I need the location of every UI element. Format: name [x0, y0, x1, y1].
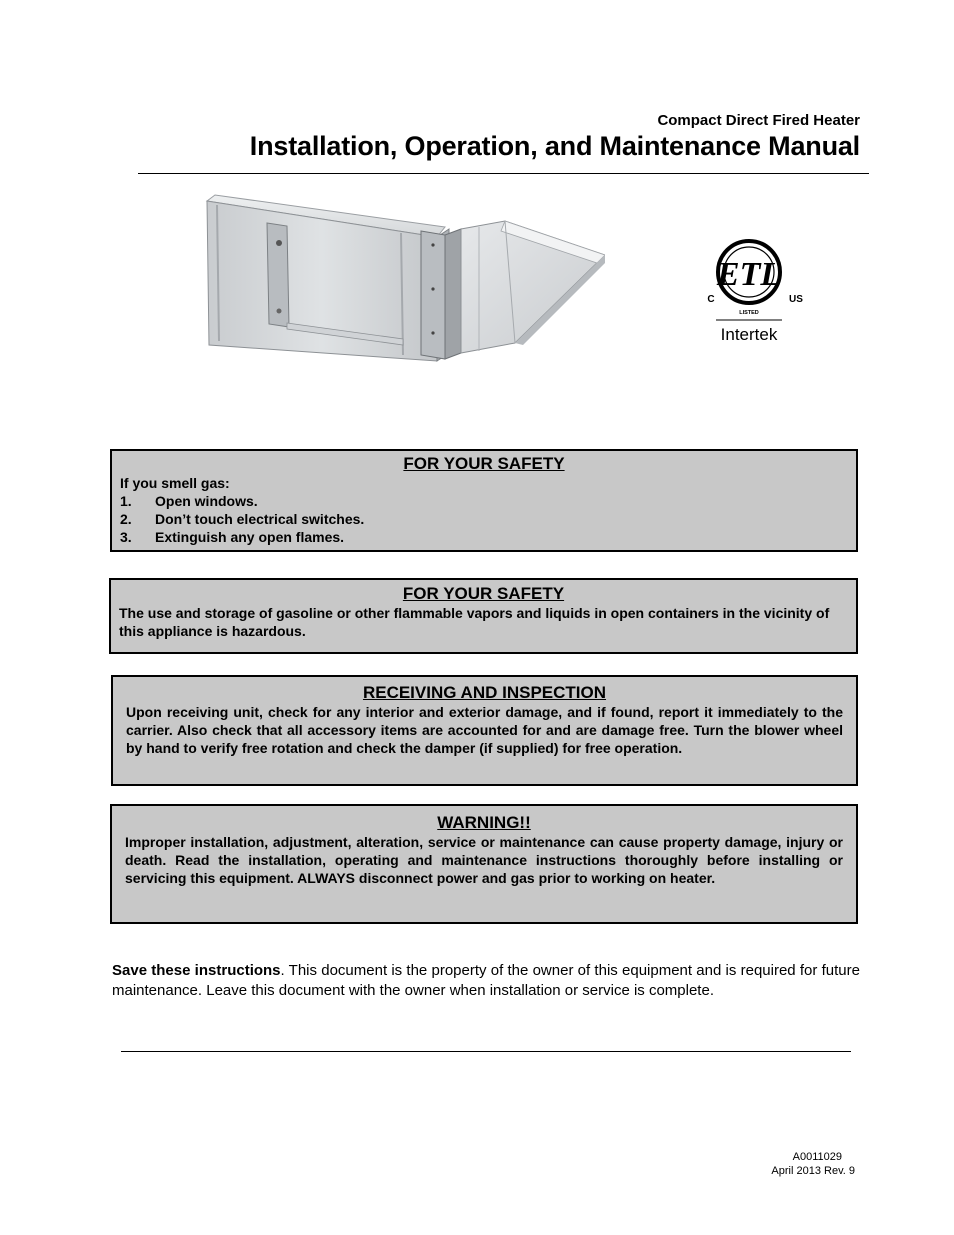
save-instructions-paragraph: [112, 961, 860, 1001]
safety-gas-box: [110, 449, 858, 552]
safety-flammable-heading: FOR YOUR SAFETY: [402, 584, 565, 603]
receiving-inspection-body: Upon receiving unit, check for any interior and exterior damage, and if found, report it immediately to the carrier. Also check that all accessory items are accounted for and are damage free. Turn the blower wheel by hand to verify free rotation and check the damper (if supplied) for free operation.: [126, 704, 843, 756]
heater-product-image: [205, 193, 605, 370]
document-revision-date: April 2013 Rev. 9: [771, 1165, 855, 1177]
safety-flammable-body: The use and storage of gasoline or other flammable vapors and liquids in open containers in the vicinity of this appliance is hazardous.: [119, 605, 830, 639]
list-item-number: 2.: [120, 511, 132, 527]
list-item-text: Don’t touch electrical switches.: [155, 511, 365, 527]
receiving-inspection-box: [111, 675, 858, 786]
receiving-inspection-heading: RECEIVING AND INSPECTION: [362, 683, 607, 702]
etl-listed-logo: [706, 236, 806, 348]
logo-country-us: US: [789, 294, 803, 305]
safety-gas-intro: If you smell gas:: [120, 475, 230, 491]
list-item-text: Extinguish any open flames.: [155, 529, 345, 545]
header-divider: [138, 173, 869, 174]
logo-country-c: C: [707, 294, 715, 305]
list-item-number: 1.: [120, 493, 132, 509]
document-info: [771, 1150, 855, 1178]
warning-box: [110, 804, 858, 924]
warning-heading: WARNING!!: [437, 813, 531, 832]
logo-brand-text: Intertek: [720, 325, 778, 344]
list-item: [120, 492, 848, 510]
safety-flammable-box: [109, 578, 858, 654]
document-title: Installation, Operation, and Maintenance Manual: [249, 131, 860, 161]
document-subtitle: Compact Direct Fired Heater: [657, 112, 860, 129]
save-instructions-lead: Save these instructions: [112, 962, 281, 979]
safety-gas-list: [120, 492, 848, 546]
footer-divider: [121, 1051, 851, 1052]
save-instructions-text: . This document is the property of the owner of this equipment and is required for future maintenance. Leave this document with the owner when installation or service is complete.: [112, 962, 860, 999]
list-item: [120, 528, 848, 546]
document-number: A0011029: [792, 1151, 842, 1163]
list-item-number: 3.: [120, 529, 132, 545]
list-item-text: Open windows.: [155, 493, 258, 509]
list-item: [120, 510, 848, 528]
safety-gas-heading: FOR YOUR SAFETY: [403, 454, 565, 473]
logo-listed-text: LISTED: [739, 310, 759, 316]
etl-mark-text: ETL: [716, 256, 782, 293]
warning-body: Improper installation, adjustment, alteration, service or maintenance can cause property damage, injury or death. Read the installation, operating and maintenance instructions thoroughly before installing or servicing this equipment. ALWAYS disconnect power and gas prior to working on heater.: [125, 834, 843, 886]
